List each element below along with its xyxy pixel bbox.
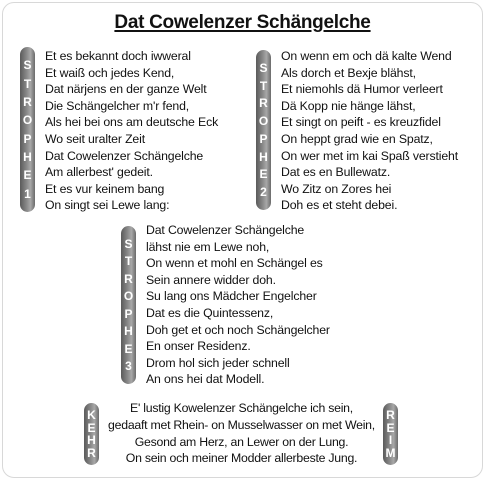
tab-letter: E [259, 167, 268, 182]
tab-letter: S [124, 236, 133, 251]
tab-letter: R [87, 445, 96, 460]
tab-letter: 2 [260, 185, 267, 200]
verse-line: Dat Cowelenzer Schängelche [45, 148, 204, 163]
verse-line: Wo Zitz on Zores hei [281, 181, 392, 196]
page-title: Dat Cowelenzer Schängelche [114, 12, 371, 33]
verse-line: Die Schängelcher m'r fend, [45, 98, 190, 113]
tab-letter: O [258, 114, 269, 129]
tab-letter: E [87, 420, 96, 435]
tab-letter: R [23, 94, 32, 109]
verse-line: Su lang ons Mädcher Engelcher [146, 289, 317, 304]
tab-letter: R [386, 408, 395, 423]
strophe-2-tab [256, 50, 271, 210]
tab-letter: M [385, 445, 396, 460]
verse-line: An ons hei dat Modell. [146, 372, 265, 387]
tab-letter: T [259, 78, 268, 93]
verse-line: Et waiß och jedes Kend, [45, 65, 175, 80]
strophe-3-text [146, 222, 330, 388]
tab-letter: K [87, 408, 96, 423]
tab-letter: P [259, 131, 268, 146]
tab-letter: E [124, 341, 133, 356]
tab-letter: H [87, 433, 96, 448]
kehr-tab [84, 403, 99, 465]
verse-line: Sein annere widder doh. [146, 272, 276, 287]
verse-line: On wenn et mohl en Schängel es [146, 256, 323, 271]
verse-line: Dat närjens en der ganze Welt [45, 82, 207, 97]
verse-line: Et es bekannt doch iwweral [45, 49, 191, 63]
verse-line: Dat es en Bullewatz. [281, 165, 391, 180]
verse-line: En onser Residenz. [146, 339, 251, 354]
verse-line: On sein och meiner Modder allerbeste Jung. [125, 451, 358, 466]
tab-letter: O [22, 113, 33, 128]
verse-line: Doh get et och noch Schängelcher [146, 322, 330, 337]
tab-letter: P [124, 306, 133, 321]
kehrreim-text [100, 400, 383, 467]
verse-line: Dat es die Quintessenz, [146, 305, 274, 320]
verse-line: lähst nie em Lewe noh, [146, 239, 270, 254]
strophe-1-tab [20, 47, 35, 212]
reim-tab [383, 403, 398, 465]
verse-line: On wer met im kai Spaß verstieht [281, 148, 458, 163]
tab-letter: S [23, 58, 32, 73]
verse-line: Dä Kopp nie hänge lähst, [281, 98, 416, 113]
tab-letter: R [124, 271, 133, 286]
tab-letter: E [23, 168, 32, 183]
strophe-2-text [281, 48, 458, 214]
tab-letter: I [388, 433, 393, 448]
strophe-3-tab [121, 226, 136, 384]
tab-letter: E [386, 420, 395, 435]
verse-line: E' lustig Kowelenzer Schängelche ich sein, [130, 401, 353, 415]
verse-line: Wo seit uralter Zeit [45, 131, 145, 146]
verse-line: Et niemohls dä Humor verleert [281, 82, 443, 97]
tab-letter: O [123, 289, 134, 304]
verse-line: Doh es et steht debei. [281, 198, 398, 213]
verse-line: Dat Cowelenzer Schängelche [146, 223, 305, 237]
verse-line: gedaaft met Rhein- on Musselwasser on met Wein, [108, 417, 375, 432]
verse-line: Gesond am Herz, an Lewer on der Lung. [134, 434, 349, 449]
verse-line: Am allerbest' gedeit. [45, 165, 153, 180]
verse-line: Drom hol sich jeder schnell [146, 355, 290, 370]
verse-line: Als dorch et Bexje blähst, [281, 65, 416, 80]
verse-line: Et es vur keinem bang [45, 181, 165, 196]
verse-line: Als hei bei ons am deutsche Eck [45, 115, 219, 130]
tab-letter: 1 [24, 186, 31, 201]
verse-line: On wenn em och dä kalte Wend [281, 49, 452, 63]
tab-letter: T [124, 254, 133, 269]
strophe-1-text [45, 48, 218, 214]
tab-letter: R [259, 96, 268, 111]
tab-letter: H [23, 149, 32, 164]
tab-letter: 3 [125, 359, 132, 374]
tab-letter: P [23, 131, 32, 146]
tab-letter: H [259, 149, 268, 164]
tab-letter: H [124, 324, 133, 339]
verse-line: On singt sei Lewe lang: [45, 198, 170, 213]
verse-line: Et singt on peift - es kreuzfidel [281, 115, 441, 130]
tab-letter: T [23, 76, 32, 91]
verse-line: On heppt grad wie en Spatz, [281, 131, 433, 146]
tab-letter: S [259, 60, 268, 75]
